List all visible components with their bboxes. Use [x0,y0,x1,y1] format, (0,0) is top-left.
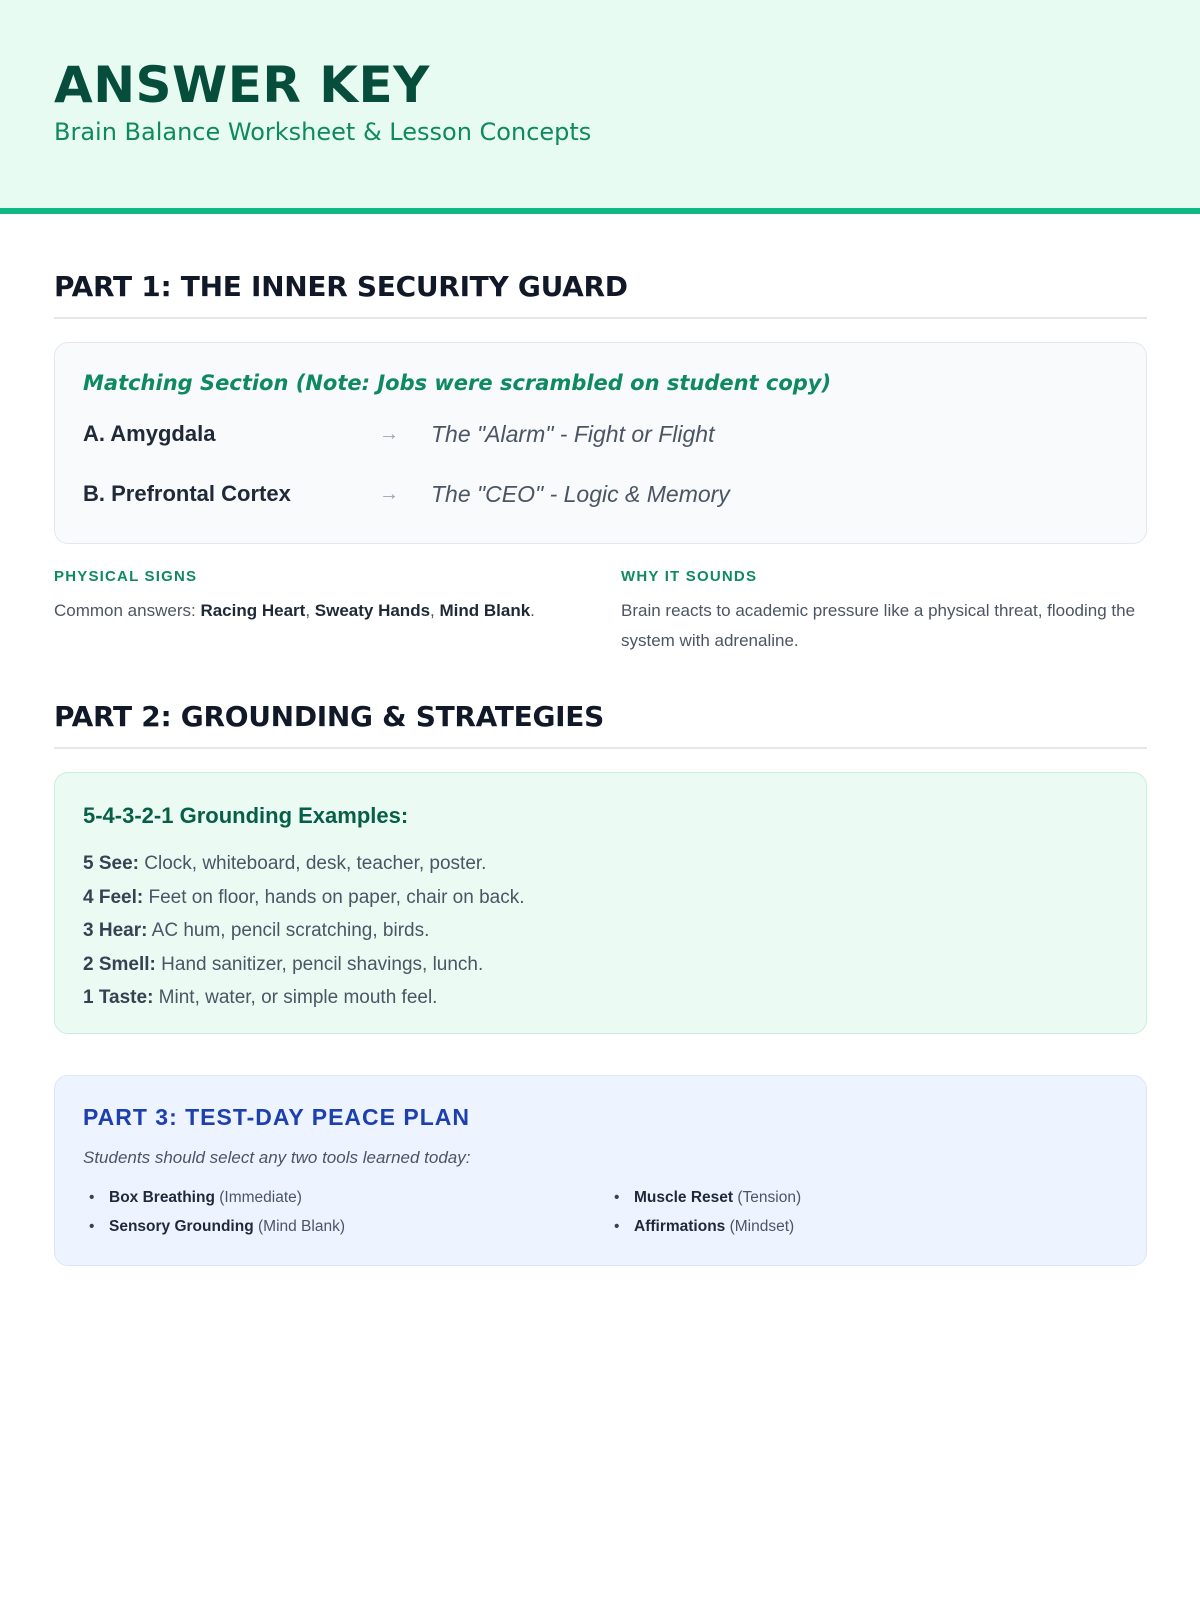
matching-row [83,481,1113,511]
sense-examples: Hand sanitizer, pencil shavings, lunch. [155,953,484,975]
list-item [83,1184,345,1213]
physical-signs-text [54,596,594,626]
matching-answer: The "Alarm" - Fight or Flight [431,421,715,447]
matching-term: B. Prefrontal Cortex [83,481,291,506]
tools-list-right [608,1184,801,1241]
tool-note: (Tension) [733,1189,802,1206]
grounding-heading: 5-4-3-2-1 Grounding Examples: [83,803,409,828]
peace-plan-card [54,1075,1147,1266]
tools-list-left [83,1184,345,1241]
separator: , [305,601,315,620]
list-item [83,981,525,1015]
tool-name: Sensory Grounding [109,1217,254,1235]
list-item [83,847,525,881]
physical-sign: Racing Heart [200,601,306,620]
sense-examples: Feet on floor, hands on paper, chair on back. [143,886,525,908]
sense-examples: Clock, whiteboard, desk, teacher, poster. [138,853,487,874]
tool-name: Box Breathing [109,1189,215,1206]
matching-term: A. Amygdala [83,421,216,446]
sense-label: 1 Taste: [83,987,154,1008]
list-item [608,1213,801,1242]
matching-card [54,342,1147,544]
sense-label: 2 Smell: [83,953,156,975]
tool-name: Muscle Reset [634,1189,734,1206]
matching-heading: Matching Section (Note: Jobs were scrambled on student copy) [83,371,832,395]
arrow-right-icon: → [379,423,399,445]
list-item [83,914,525,948]
sense-label: 5 See: [83,853,139,874]
page-header [0,0,1200,214]
arrow-right-icon: → [379,483,399,505]
sense-examples: AC hum, pencil scratching, birds. [147,920,430,941]
list-item [83,948,525,982]
page-subtitle: Brain Balance Worksheet & Lesson Concepts [54,118,592,146]
physical-signs-prefix: Common answers: [54,601,201,620]
tool-name: Affirmations [634,1217,726,1235]
part3-title: PART 3: TEST-DAY PEACE PLAN [83,1104,470,1130]
separator: , [430,601,440,620]
why-it-sounds-text: Brain reacts to academic pressure like a physical threat, flooding the system with adrenaline. [621,601,1136,650]
sense-examples: Mint, water, or simple mouth feel. [153,987,438,1008]
tool-note: (Immediate) [214,1189,302,1206]
physical-signs-label: PHYSICAL SIGNS [54,568,198,585]
grounding-card [54,772,1147,1034]
sense-label: 3 Hear: [83,920,148,941]
page-title: ANSWER KEY [54,56,430,114]
grounding-list [83,847,525,1015]
physical-sign: Sweaty Hands [314,601,431,620]
why-it-sounds-label: WHY IT SOUNDS [621,568,758,585]
physical-signs-suffix: . [530,601,535,620]
matching-row [83,421,1113,451]
list-item [83,881,525,915]
plan-intro: Students should select any two tools learned today: [83,1148,471,1167]
sense-label: 4 Feel: [83,886,144,908]
matching-answer: The "CEO" - Logic & Memory [431,481,730,507]
tool-note: (Mind Blank) [253,1217,345,1235]
list-item [608,1184,801,1213]
tool-note: (Mindset) [725,1217,795,1235]
part2-title: PART 2: GROUNDING & STRATEGIES [54,700,1147,749]
part1-title: PART 1: THE INNER SECURITY GUARD [54,270,1147,319]
physical-sign: Mind Blank [439,601,531,620]
list-item [83,1213,345,1242]
